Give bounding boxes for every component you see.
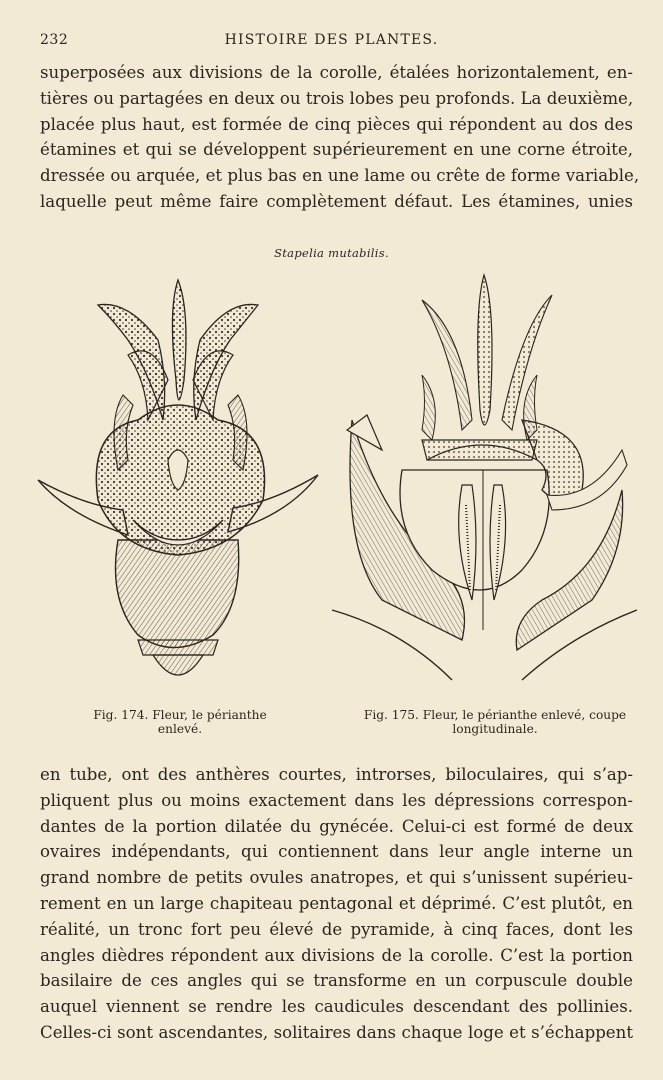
text-line: tières ou partagées en deux ou trois lobes peu profonds. La deuxième,: [40, 88, 634, 108]
figure-175-caption: Fig. 175. Fleur, le périanthe enlevé, coupe longitudinale.: [363, 708, 627, 736]
page-number: 232: [40, 32, 69, 48]
text-line: placée plus haut, est formée de cinq pièces qui répondent au dos des: [40, 114, 633, 134]
text-line: angles dièdres répondent aux divisions de la corolle. C’est la portion: [40, 945, 633, 965]
text-line: superposées aux divisions de la corolle, étalées horizontalement, en-: [40, 63, 633, 82]
body-text-top: [40, 60, 640, 215]
running-title: HISTOIRE DES PLANTES.: [224, 32, 439, 48]
body-text-bottom: [40, 762, 633, 1046]
text-line: rement en un large chapiteau pentagonal et déprimé. C’est plutôt, en: [40, 893, 633, 913]
figure-174-engraving: [28, 270, 328, 700]
text-line: pliquent plus ou moins exactement dans les dépressions correspon-: [40, 790, 633, 810]
text-line: grand nombre de petits ovules anatropes, et qui s’unissent supérieu-: [40, 868, 633, 888]
text-line: Celles-ci sont ascendantes, solitaires dans chaque loge et s’échappent: [40, 1022, 633, 1042]
text-line: étamines et qui se développent supérieurement en une corne étroite,: [40, 140, 633, 160]
running-head: [40, 32, 623, 52]
flower-illustration: [28, 270, 328, 700]
text-line: auquel viennent se rendre les caudicules descendant des pollinies.: [40, 997, 633, 1017]
text-line: laquelle peut même faire complètement défaut. Les étamines, unies: [40, 191, 633, 211]
text-line: basilaire de ces angles qui se transforme en un corpuscule double: [40, 971, 633, 991]
flower-section-illustration: [322, 270, 642, 700]
text-line: en tube, ont des anthères courtes, introrses, biloculaires, qui s’ap-: [40, 765, 633, 784]
text-line: dantes de la portion dilatée du gynécée. Celui-ci est formé de deux: [40, 816, 633, 836]
figure-174-caption: Fig. 174. Fleur, le périanthe enlevé.: [93, 708, 267, 736]
figure-175-engraving: [322, 270, 642, 700]
plate-title: Stapelia mutabilis.: [274, 246, 389, 260]
text-line: réalité, un tronc fort peu élevé de pyramide, à cinq faces, dont les: [40, 919, 633, 939]
text-line: ovaires indépendants, qui contiennent dans leur angle interne un: [40, 842, 633, 862]
text-line: dressée ou arquée, et plus bas en une lame ou crête de forme variable,: [40, 166, 640, 186]
